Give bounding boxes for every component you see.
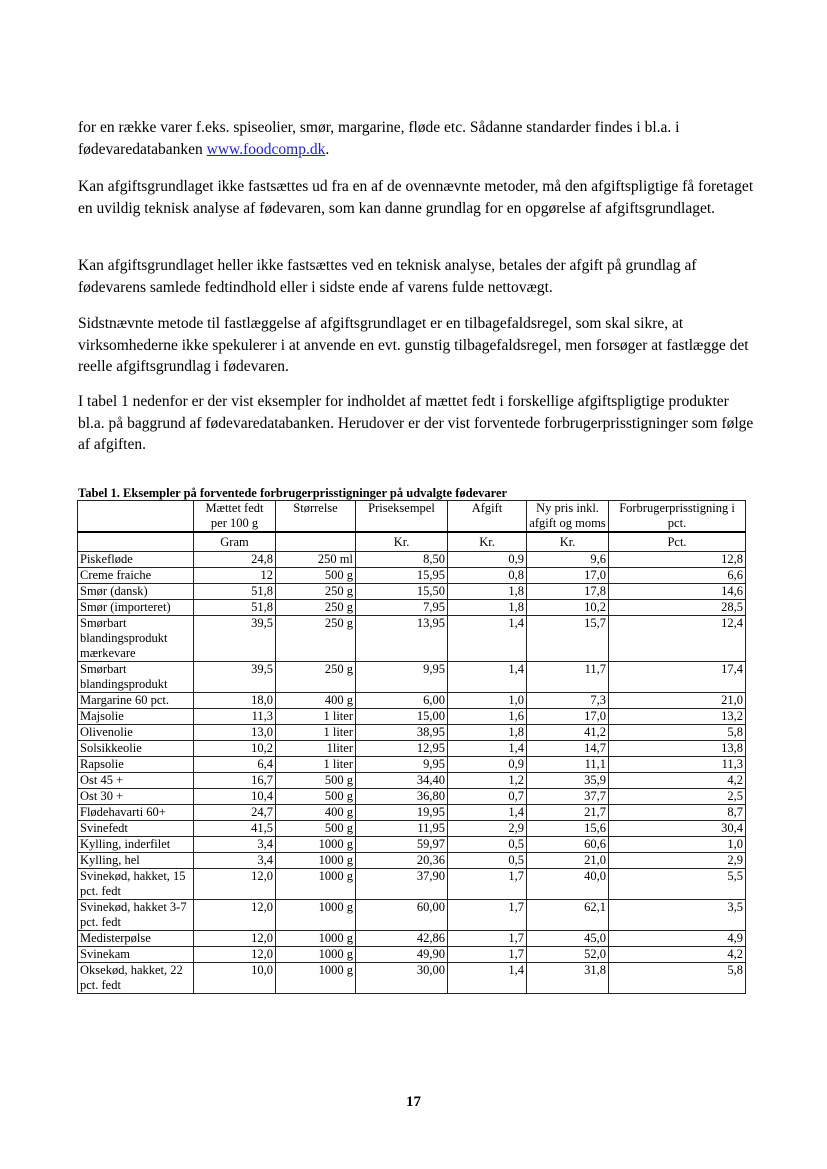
- value-cell: 1,0: [609, 837, 746, 853]
- value-cell: 51,8: [194, 584, 276, 600]
- value-cell: 1 liter: [276, 757, 356, 773]
- value-cell: 1000 g: [276, 837, 356, 853]
- value-cell: 12,4: [609, 616, 746, 662]
- value-cell: 1,8: [448, 600, 527, 616]
- value-cell: 3,5: [609, 900, 746, 931]
- value-cell: 1,8: [448, 584, 527, 600]
- table-row: [78, 900, 746, 931]
- value-cell: 1000 g: [276, 947, 356, 963]
- value-cell: 1,4: [448, 805, 527, 821]
- value-cell: 6,6: [609, 568, 746, 584]
- value-cell: 13,8: [609, 741, 746, 757]
- value-cell: 30,4: [609, 821, 746, 837]
- value-cell: 19,95: [356, 805, 448, 821]
- value-cell: 1,7: [448, 931, 527, 947]
- paragraph-1: [78, 117, 758, 160]
- value-cell: 17,0: [527, 709, 609, 725]
- product-name-cell: Majsolie: [78, 709, 194, 725]
- value-cell: 1,2: [448, 773, 527, 789]
- value-cell: 250 g: [276, 616, 356, 662]
- value-cell: 35,9: [527, 773, 609, 789]
- value-cell: 12,0: [194, 931, 276, 947]
- value-cell: 250 ml: [276, 552, 356, 568]
- value-cell: 13,0: [194, 725, 276, 741]
- table-row: [78, 869, 746, 900]
- value-cell: 1,7: [448, 947, 527, 963]
- value-cell: 12: [194, 568, 276, 584]
- value-cell: 3,4: [194, 853, 276, 869]
- header-cell: Ny pris inkl. afgift og moms: [527, 501, 609, 533]
- value-cell: 5,5: [609, 869, 746, 900]
- value-cell: 16,7: [194, 773, 276, 789]
- value-cell: 12,95: [356, 741, 448, 757]
- table-row: [78, 552, 746, 568]
- value-cell: 4,9: [609, 931, 746, 947]
- unit-cell: Kr.: [356, 532, 448, 552]
- units-row: [78, 532, 746, 552]
- value-cell: 1,4: [448, 963, 527, 994]
- table-row: [78, 757, 746, 773]
- value-cell: 10,2: [527, 600, 609, 616]
- unit-cell: Gram: [194, 532, 276, 552]
- product-name-cell: Olivenolie: [78, 725, 194, 741]
- table-row: [78, 821, 746, 837]
- value-cell: 1000 g: [276, 931, 356, 947]
- value-cell: 400 g: [276, 693, 356, 709]
- table-row: [78, 805, 746, 821]
- value-cell: 1,7: [448, 869, 527, 900]
- table-row: [78, 616, 746, 662]
- price-increase-table: [77, 500, 746, 994]
- value-cell: 20,36: [356, 853, 448, 869]
- value-cell: 51,8: [194, 600, 276, 616]
- header-cell: Størrelse: [276, 501, 356, 533]
- value-cell: 28,5: [609, 600, 746, 616]
- value-cell: 5,8: [609, 725, 746, 741]
- table-row: [78, 837, 746, 853]
- value-cell: 1 liter: [276, 709, 356, 725]
- product-name-cell: Ost 30 +: [78, 789, 194, 805]
- value-cell: 34,40: [356, 773, 448, 789]
- product-name-cell: Creme fraiche: [78, 568, 194, 584]
- paragraph-1-end: .: [325, 140, 330, 158]
- value-cell: 0,9: [448, 757, 527, 773]
- product-name-cell: Medisterpølse: [78, 931, 194, 947]
- value-cell: 13,2: [609, 709, 746, 725]
- header-cell: Forbrugerprisstigning i pct.: [609, 501, 746, 533]
- table-row: [78, 725, 746, 741]
- value-cell: 500 g: [276, 568, 356, 584]
- page-number: 17: [406, 1094, 421, 1110]
- value-cell: 10,2: [194, 741, 276, 757]
- value-cell: 9,95: [356, 662, 448, 693]
- value-cell: 14,6: [609, 584, 746, 600]
- header-cell: Priseksempel: [356, 501, 448, 533]
- value-cell: 11,95: [356, 821, 448, 837]
- value-cell: 39,5: [194, 616, 276, 662]
- value-cell: 21,0: [527, 853, 609, 869]
- value-cell: 21,7: [527, 805, 609, 821]
- value-cell: 7,95: [356, 600, 448, 616]
- value-cell: 45,0: [527, 931, 609, 947]
- value-cell: 1000 g: [276, 963, 356, 994]
- value-cell: 17,4: [609, 662, 746, 693]
- value-cell: 0,5: [448, 853, 527, 869]
- value-cell: 49,90: [356, 947, 448, 963]
- unit-cell: Kr.: [527, 532, 609, 552]
- value-cell: 2,9: [609, 853, 746, 869]
- value-cell: 21,0: [609, 693, 746, 709]
- value-cell: 0,9: [448, 552, 527, 568]
- product-name-cell: Solsikkeolie: [78, 741, 194, 757]
- value-cell: 36,80: [356, 789, 448, 805]
- value-cell: 6,4: [194, 757, 276, 773]
- product-name-cell: Kylling, hel: [78, 853, 194, 869]
- paragraph-3: Kan afgiftsgrundlaget heller ikke fastsættes ved en teknisk analyse, betales der afgift på grundlag af fødevarens samlede fedtindhold eller i sidste ende af varens fulde nettovægt.: [78, 257, 697, 296]
- value-cell: 52,0: [527, 947, 609, 963]
- header-cell: Afgift: [448, 501, 527, 533]
- value-cell: 1liter: [276, 741, 356, 757]
- product-name-cell: Margarine 60 pct.: [78, 693, 194, 709]
- value-cell: 1,8: [448, 725, 527, 741]
- table-row: [78, 662, 746, 693]
- header-cell: [78, 501, 194, 533]
- value-cell: 37,90: [356, 869, 448, 900]
- value-cell: 15,7: [527, 616, 609, 662]
- value-cell: 500 g: [276, 773, 356, 789]
- table-row: [78, 773, 746, 789]
- value-cell: 11,3: [609, 757, 746, 773]
- paragraph-5: I tabel 1 nedenfor er der vist eksempler for indholdet af mættet fedt i forskellige afgiftspligtige produkter bl.a. på baggrund af fødevaredatabanken. Herudover er der vist forventede forbrugerprisstigninger som følge af afgiften.: [78, 393, 754, 453]
- table-row: [78, 568, 746, 584]
- value-cell: 15,6: [527, 821, 609, 837]
- value-cell: 8,7: [609, 805, 746, 821]
- value-cell: 60,6: [527, 837, 609, 853]
- product-name-cell: Svinekød, hakket, 15 pct. fedt: [78, 869, 194, 900]
- value-cell: 15,50: [356, 584, 448, 600]
- table-row: [78, 709, 746, 725]
- value-cell: 31,8: [527, 963, 609, 994]
- header-cell: Mættet fedt per 100 g: [194, 501, 276, 533]
- value-cell: 2,9: [448, 821, 527, 837]
- value-cell: 11,1: [527, 757, 609, 773]
- value-cell: 12,0: [194, 869, 276, 900]
- value-cell: 3,4: [194, 837, 276, 853]
- value-cell: 2,5: [609, 789, 746, 805]
- value-cell: 41,2: [527, 725, 609, 741]
- table-row: [78, 963, 746, 994]
- value-cell: 7,3: [527, 693, 609, 709]
- value-cell: 38,95: [356, 725, 448, 741]
- table-caption: Tabel 1. Eksempler på forventede forbrugerprisstigninger på udvalgte fødevarer: [78, 486, 508, 500]
- paragraph-2: Kan afgiftsgrundlaget ikke fastsættes ud fra en af de ovennævnte metoder, må den afgiftspligtige få foretaget en uvildig teknisk analyse af fødevaren, som kan danne grundlag for en opgørelse af afgiftsgrundlaget.: [78, 178, 754, 217]
- value-cell: 9,6: [527, 552, 609, 568]
- value-cell: 0,8: [448, 568, 527, 584]
- value-cell: 24,7: [194, 805, 276, 821]
- value-cell: 60,00: [356, 900, 448, 931]
- product-name-cell: Smør (importeret): [78, 600, 194, 616]
- paragraph-1-text: for en række varer f.eks. spiseolier, smør, margarine, fløde etc. Sådanne standarder findes i bl.a. i fødevaredatabanken: [78, 119, 680, 158]
- value-cell: 1000 g: [276, 900, 356, 931]
- value-cell: 15,00: [356, 709, 448, 725]
- table-row: [78, 947, 746, 963]
- product-name-cell: Svinekam: [78, 947, 194, 963]
- product-name-cell: Rapsolie: [78, 757, 194, 773]
- value-cell: 17,8: [527, 584, 609, 600]
- product-name-cell: Flødehavarti 60+: [78, 805, 194, 821]
- value-cell: 500 g: [276, 789, 356, 805]
- table-row: [78, 584, 746, 600]
- product-name-cell: Smørbart blandingsprodukt mærkevare: [78, 616, 194, 662]
- value-cell: 62,1: [527, 900, 609, 931]
- value-cell: 10,4: [194, 789, 276, 805]
- value-cell: 4,2: [609, 773, 746, 789]
- value-cell: 1,4: [448, 662, 527, 693]
- value-cell: 1,4: [448, 741, 527, 757]
- value-cell: 1,6: [448, 709, 527, 725]
- value-cell: 39,5: [194, 662, 276, 693]
- table-row: [78, 600, 746, 616]
- value-cell: 1,4: [448, 616, 527, 662]
- unit-cell: Kr.: [448, 532, 527, 552]
- value-cell: 250 g: [276, 600, 356, 616]
- value-cell: 9,95: [356, 757, 448, 773]
- value-cell: 40,0: [527, 869, 609, 900]
- value-cell: 10,0: [194, 963, 276, 994]
- value-cell: 12,0: [194, 947, 276, 963]
- value-cell: 14,7: [527, 741, 609, 757]
- value-cell: 8,50: [356, 552, 448, 568]
- value-cell: 0,7: [448, 789, 527, 805]
- value-cell: 1,0: [448, 693, 527, 709]
- product-name-cell: Piskefløde: [78, 552, 194, 568]
- value-cell: 1000 g: [276, 853, 356, 869]
- value-cell: 400 g: [276, 805, 356, 821]
- value-cell: 24,8: [194, 552, 276, 568]
- product-name-cell: Smørbart blandingsprodukt: [78, 662, 194, 693]
- value-cell: 4,2: [609, 947, 746, 963]
- unit-cell: Pct.: [609, 532, 746, 552]
- product-name-cell: Kylling, inderfilet: [78, 837, 194, 853]
- value-cell: 12,0: [194, 900, 276, 931]
- value-cell: 500 g: [276, 821, 356, 837]
- product-name-cell: Ost 45 +: [78, 773, 194, 789]
- value-cell: 12,8: [609, 552, 746, 568]
- value-cell: 1,7: [448, 900, 527, 931]
- value-cell: 17,0: [527, 568, 609, 584]
- value-cell: 41,5: [194, 821, 276, 837]
- paragraph-4: Sidstnævnte metode til fastlæggelse af afgiftsgrundlaget er en tilbagefaldsregel, som skal sikre, at virksomhederne ikke spekulerer i at anvende en evt. gunstig tilbagefaldsregel, men forsøger at fastlægge det reelle afgiftsgrundlag i fødevaren.: [78, 315, 749, 375]
- value-cell: 11,3: [194, 709, 276, 725]
- header-row: [78, 501, 746, 533]
- value-cell: 42,86: [356, 931, 448, 947]
- value-cell: 11,7: [527, 662, 609, 693]
- value-cell: 37,7: [527, 789, 609, 805]
- product-name-cell: Svinekød, hakket 3-7 pct. fedt: [78, 900, 194, 931]
- table-row: [78, 789, 746, 805]
- unit-cell: [78, 532, 194, 552]
- product-name-cell: Svinefedt: [78, 821, 194, 837]
- value-cell: 18,0: [194, 693, 276, 709]
- value-cell: 6,00: [356, 693, 448, 709]
- unit-cell: [276, 532, 356, 552]
- value-cell: 0,5: [448, 837, 527, 853]
- value-cell: 5,8: [609, 963, 746, 994]
- table-row: [78, 931, 746, 947]
- product-name-cell: Oksekød, hakket, 22 pct. fedt: [78, 963, 194, 994]
- value-cell: 30,00: [356, 963, 448, 994]
- value-cell: 1000 g: [276, 869, 356, 900]
- table-row: [78, 693, 746, 709]
- value-cell: 250 g: [276, 662, 356, 693]
- value-cell: 15,95: [356, 568, 448, 584]
- value-cell: 250 g: [276, 584, 356, 600]
- product-name-cell: Smør (dansk): [78, 584, 194, 600]
- table-row: [78, 741, 746, 757]
- foodcomp-link[interactable]: www.foodcomp.dk: [206, 140, 326, 158]
- value-cell: 1 liter: [276, 725, 356, 741]
- value-cell: 13,95: [356, 616, 448, 662]
- value-cell: 59,97: [356, 837, 448, 853]
- table-row: [78, 853, 746, 869]
